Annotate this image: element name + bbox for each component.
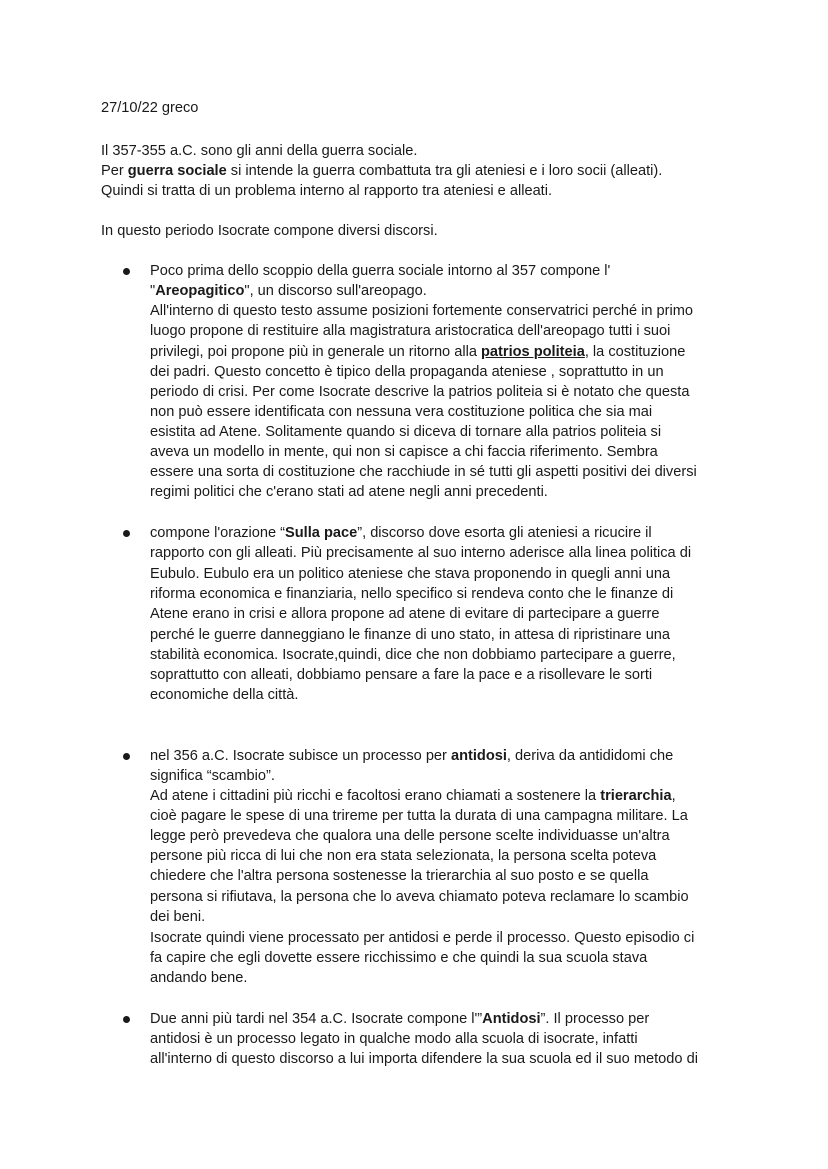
- term-antidosi: antidosi: [450, 748, 507, 764]
- term-sulla-pace: Sulla pace: [285, 525, 358, 541]
- b3-line-7: chiedere che l'altra persona sostenesse la trierarchia al suo posto e se quella: [150, 868, 649, 884]
- b1-line-5: [150, 342, 685, 362]
- b1-line-5-a: privilegi, poi propone più in generale un ritorno alla: [150, 344, 482, 360]
- term-areopagitico: Areopagitico: [155, 283, 245, 299]
- b1-line-2-b: ", un discorso sull'areopago.: [244, 283, 427, 299]
- b3-line-3-a: Ad atene i cittadini più ricchi e facoltosi erano chiamati a sostenere la: [150, 788, 601, 804]
- b3-line-10: Isocrate quindi viene processato per antidosi e perde il processo. Questo episodio ci: [150, 930, 695, 946]
- b1-line-9: esistita ad Atene. Solitamente quando si diceva di tornare alla patrios politeia si: [150, 424, 662, 440]
- b1-line-11: essere una sorta di costituzione che racchiude in sé tutti gli aspetti positivi dei diversi: [150, 464, 697, 480]
- b4-line-1-b: ”. Il processo per: [540, 1011, 650, 1027]
- b1-line-8: non può essere identificata con nessuna vera costituzione politica che sia mai: [150, 404, 653, 420]
- term-patrios-politeia: patrios politeia: [481, 344, 585, 360]
- intro-line-2-b: si intende la guerra combattuta tra gli ateniesi e i loro socii (alleati).: [226, 163, 663, 179]
- bullet-icon: [123, 753, 130, 760]
- b1-line-5-b: , la costituzione: [584, 344, 686, 360]
- b2-line-1-b: ”, discorso dove esorta gli ateniesi a ricucire il: [357, 525, 652, 541]
- b2-line-2: rapporto con gli alleati. Più precisamente al suo interno aderisce alla linea politica di: [150, 545, 692, 561]
- b2-line-7: stabilità economica. Isocrate,quindi, dice che non dobbiamo partecipare a guerre,: [150, 647, 676, 663]
- term-antidosi-work: Antidosi: [482, 1011, 541, 1027]
- b3-line-8: persona si rifiutava, la persona che lo aveva chiamato poteva reclamare lo scambio: [150, 889, 689, 905]
- b2-line-5: Atene erano in crisi e allora propone ad atene di evitare di partecipare a guerre: [150, 606, 660, 622]
- intro-line-3: Quindi si tratta di un problema interno al rapporto tra ateniesi e alleati.: [101, 183, 553, 199]
- b2-line-4: riforma economica e finanziaria, nello specifico si rendeva conto che le finanze di: [150, 586, 674, 602]
- b3-line-3: [150, 786, 676, 806]
- bullet-icon: [123, 268, 130, 275]
- b3-line-2: significa “scambio”.: [150, 768, 275, 784]
- b3-line-6: persone più ricca di lui che non era stata selezionata, la persona scelta poteva: [150, 848, 657, 864]
- term-guerra-sociale: guerra sociale: [127, 163, 227, 179]
- b1-line-12: regimi politici che c'erano stati ad atene negli anni precedenti.: [150, 484, 548, 500]
- b1-line-6: dei padri. Questo concetto è tipico della propaganda ateniese , soprattutto in un: [150, 364, 664, 380]
- b3-line-5: legge però prevedeva che qualora una delle persone scelte individuasse un'altra: [150, 828, 670, 844]
- b3-line-11: fa capire che egli dovette essere ricchissimo e che quindi la sua scuola stava: [150, 950, 648, 966]
- b1-line-10: aveva un modello in mente, qui non si capisce a chi faccia riferimento. Sembra: [150, 444, 658, 460]
- b2-line-1-a: compone l'orazione “: [150, 525, 286, 541]
- b1-line-2-a: ": [150, 283, 156, 299]
- b3-line-1-a: nel 356 a.C. Isocrate subisce un processo per: [150, 748, 451, 764]
- b3-line-3-b: ,: [671, 788, 676, 804]
- b4-line-3: all'interno di questo discorso a lui importa difendere la sua scuola ed il suo metodo di: [150, 1051, 698, 1067]
- bullet-icon: [123, 1016, 130, 1023]
- intro-line-2-a: Per: [101, 163, 128, 179]
- b1-line-1: Poco prima dello scoppio della guerra sociale intorno al 357 compone l': [150, 263, 611, 279]
- b2-line-6: perché le guerre danneggiano le finanze di uno stato, in attesa di ripristinare una: [150, 627, 671, 643]
- b3-line-12: andando bene.: [150, 970, 248, 986]
- b1-line-7: periodo di crisi. Per come Isocrate descrive la patrios politeia si è notato che questa: [150, 384, 690, 400]
- b3-line-9: dei beni.: [150, 909, 206, 925]
- b2-line-9: economiche della città.: [150, 687, 299, 703]
- intro-line-1: Il 357-355 a.C. sono gli anni della guerra sociale.: [101, 143, 418, 159]
- b4-line-1-a: Due anni più tardi nel 354 a.C. Isocrate compone l'”: [150, 1011, 483, 1027]
- intro-line-2: [101, 161, 662, 181]
- b1-line-2: [150, 281, 427, 301]
- bullet-icon: [123, 530, 130, 537]
- b1-line-4: luogo propone di restituire alla magistratura aristocratica dell'areopago tutti i suoi: [150, 323, 671, 339]
- b1-line-3: All'interno di questo testo assume posizioni fortemente conservatrici perché in primo: [150, 303, 694, 319]
- date-line: 27/10/22 greco: [101, 100, 199, 116]
- b2-line-1: [150, 523, 652, 543]
- intro-line-4: In questo periodo Isocrate compone diversi discorsi.: [101, 223, 438, 239]
- b2-line-8: soprattutto con alleati, dobbiamo pensare a fare la pace e a risollevare le sorti: [150, 667, 653, 683]
- b3-line-1-b: , deriva da antididomi che: [506, 748, 674, 764]
- term-trierarchia: trierarchia: [600, 788, 672, 804]
- b2-line-3: Eubulo. Eubulo era un politico ateniese che stava proponendo in quegli anni una: [150, 566, 671, 582]
- b3-line-1: [150, 746, 673, 766]
- b4-line-1: [150, 1009, 649, 1029]
- b3-line-4: cioè pagare le spese di una trireme per tutta la durata di una campagna militare. La: [150, 808, 688, 824]
- b4-line-2: antidosi è un processo legato in qualche modo alla scuola di isocrate, infatti: [150, 1031, 638, 1047]
